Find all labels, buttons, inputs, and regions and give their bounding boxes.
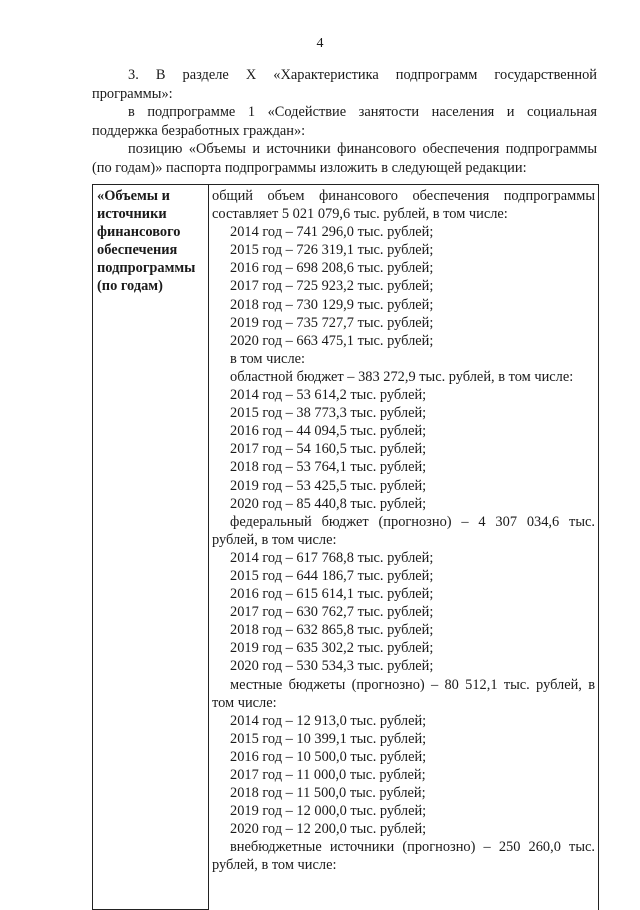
- federal-year-line: 2020 год – 530 534,3 тыс. рублей;: [230, 658, 434, 675]
- local-year-line: 2019 год – 12 000,0 тыс. рублей;: [230, 803, 427, 820]
- local-year-line: 2014 год – 12 913,0 тыс. рублей;: [230, 712, 427, 729]
- regional-year-line: 2015 год – 38 773,3 тыс. рублей;: [230, 405, 427, 422]
- regional-budget-text: областной бюджет – 383 272,9 тыс. рублей, в том числе:: [230, 368, 574, 385]
- page-number: 4: [316, 36, 324, 51]
- funding-table: [92, 184, 599, 910]
- local-years-list: [212, 712, 595, 839]
- local-year-line: 2020 год – 12 200,0 тыс. рублей;: [230, 821, 427, 838]
- amendment-intro: [92, 66, 597, 177]
- federal-budget-text: федеральный бюджет (прогнозно) – 4 307 034,6 тыс. рублей, в том числе:: [212, 513, 595, 548]
- funding-header-cell: «Объемы и источники финансового обеспечения подпрограммы (по годам): [93, 185, 209, 910]
- total-year-line: 2018 год – 730 129,9 тыс. рублей;: [230, 296, 434, 313]
- intro-paragraph-section: 3. В разделе X «Характеристика подпрограмм государственной программы»:: [92, 67, 597, 102]
- regional-years-list: [212, 386, 595, 513]
- extrabudget-text: внебюджетные источники (прогнозно) – 250 260,0 тыс. рублей, в том числе:: [212, 839, 595, 874]
- funding-table-row: [93, 185, 599, 910]
- total-years-list: [212, 223, 595, 350]
- regional-year-line: 2014 год – 53 614,2 тыс. рублей;: [230, 387, 427, 404]
- total-year-line: 2020 год – 663 475,1 тыс. рублей;: [230, 332, 434, 349]
- federal-year-line: 2014 год – 617 768,8 тыс. рублей;: [230, 549, 434, 566]
- local-year-line: 2015 год – 10 399,1 тыс. рублей;: [230, 730, 427, 747]
- federal-year-line: 2017 год – 630 762,7 тыс. рублей;: [230, 604, 434, 621]
- total-year-line: 2014 год – 741 296,0 тыс. рублей;: [230, 224, 434, 241]
- federal-years-list: [212, 549, 595, 676]
- federal-year-line: 2019 год – 635 302,2 тыс. рублей;: [230, 640, 434, 657]
- regional-year-line: 2018 год – 53 764,1 тыс. рублей;: [230, 459, 427, 476]
- regional-year-line: 2017 год – 54 160,5 тыс. рублей;: [230, 441, 427, 458]
- intro-paragraph-position: позицию «Объемы и источники финансового обеспечения подпрограммы (по годам)» паспорта подпрограммы изложить в следующей редакции:: [92, 141, 597, 176]
- regional-year-line: 2019 год – 53 425,5 тыс. рублей;: [230, 477, 427, 494]
- regional-year-line: 2020 год – 85 440,8 тыс. рублей;: [230, 495, 427, 512]
- total-year-line: 2015 год – 726 319,1 тыс. рублей;: [230, 242, 434, 259]
- federal-year-line: 2018 год – 632 865,8 тыс. рублей;: [230, 622, 434, 639]
- local-year-line: 2016 год – 10 500,0 тыс. рублей;: [230, 748, 427, 765]
- federal-year-line: 2015 год – 644 186,7 тыс. рублей;: [230, 567, 434, 584]
- federal-year-line: 2016 год – 615 614,1 тыс. рублей;: [230, 586, 434, 603]
- intro-paragraph-subprogram: в подпрограмме 1 «Содействие занятости населения и социальная поддержка безработных граждан»:: [92, 104, 597, 139]
- regional-year-line: 2016 год – 44 094,5 тыс. рублей;: [230, 423, 427, 440]
- total-year-line: 2019 год – 735 727,7 тыс. рублей;: [230, 314, 434, 331]
- total-year-line: 2016 год – 698 208,6 тыс. рублей;: [230, 260, 434, 277]
- including-text: в том числе:: [230, 350, 306, 367]
- local-year-line: 2017 год – 11 000,0 тыс. рублей;: [230, 767, 426, 783]
- local-budget-text: местные бюджеты (прогнозно) – 80 512,1 тыс. рублей, в том числе:: [212, 676, 595, 711]
- funding-body-cell: [209, 185, 599, 910]
- local-year-line: 2018 год – 11 500,0 тыс. рублей;: [230, 785, 426, 802]
- total-year-line: 2017 год – 725 923,2 тыс. рублей;: [230, 278, 434, 295]
- total-funding-text: общий объем финансового обеспечения подпрограммы составляет 5 021 079,6 тыс. рублей, в том числе:: [212, 188, 595, 223]
